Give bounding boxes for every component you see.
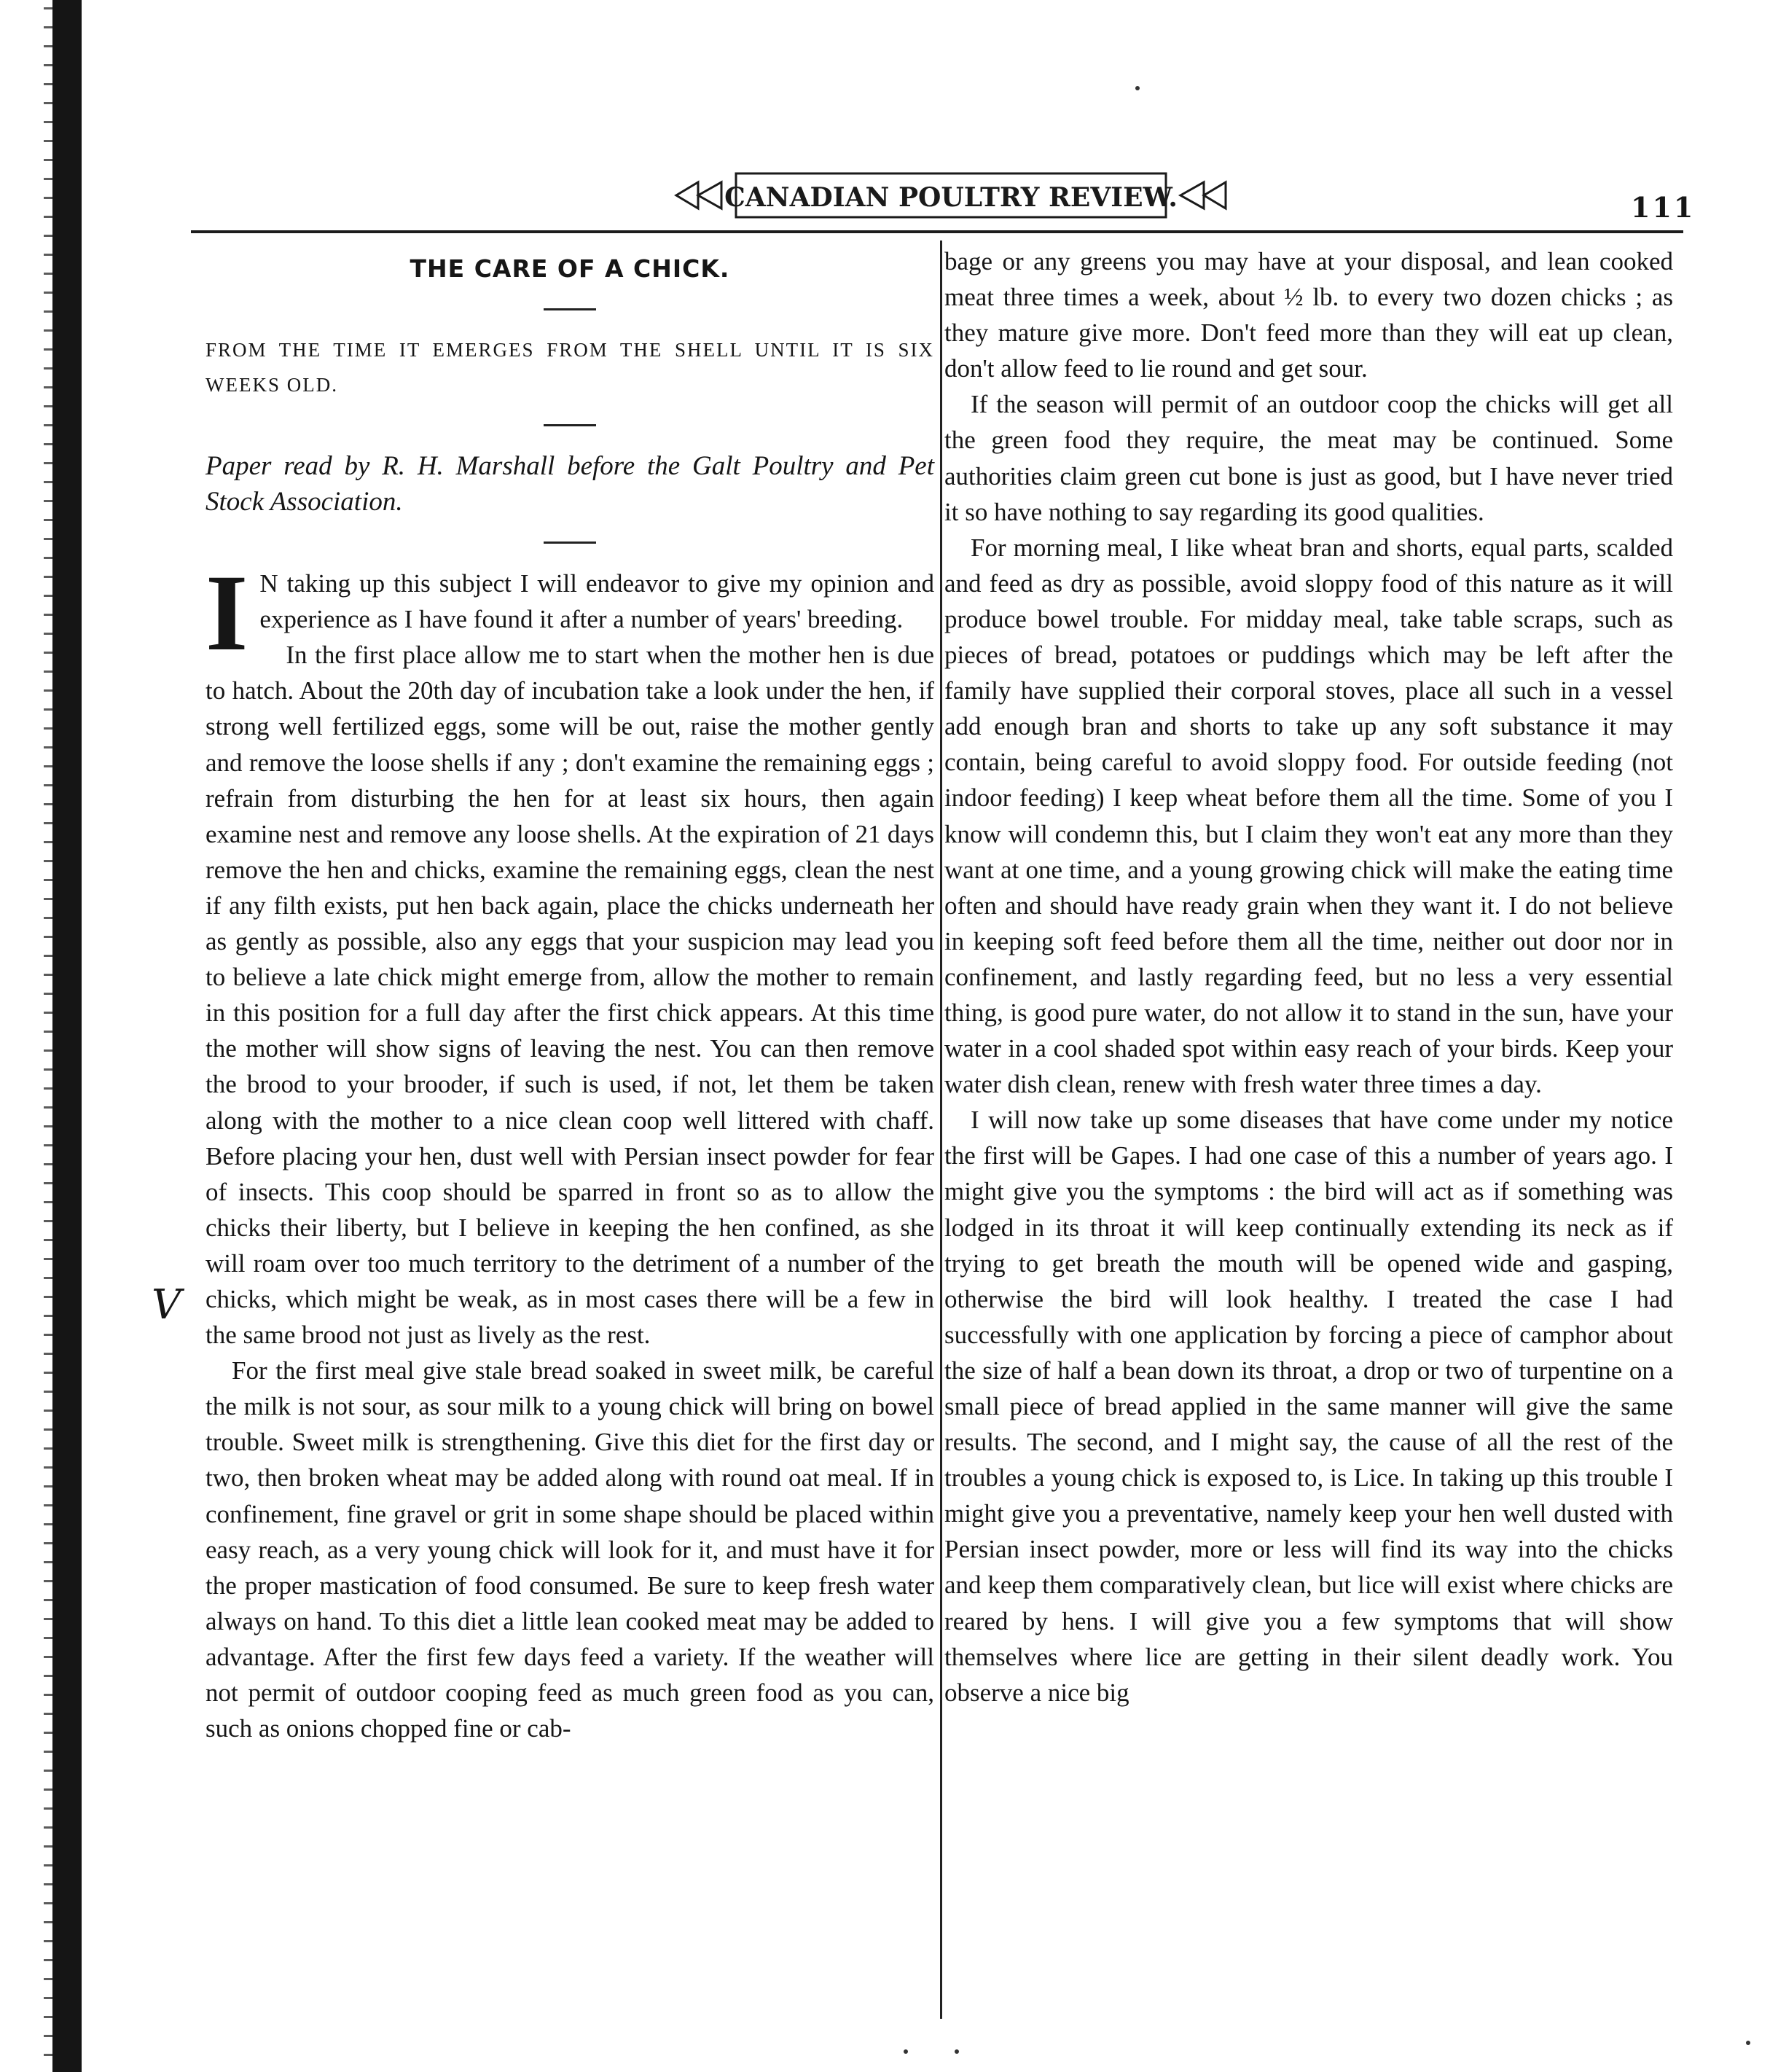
paragraph: For morning meal, I like wheat bran and shorts, equal parts, scalded and feed as dry as possible, avoid sloppy food of this nature as it will produce bowel trouble. For midday meal, take table scraps, such as pieces of bread, potatoes or puddings which may be left after the family have supplied their corporal stoves, place all such in a vessel add enough bran and shorts to take up any soft substance it may contain, being careful to avoid sloppy food. For outside feeding (not indoor feeding) I keep wheat before them all the time. Some of you I know will condemn this, but I claim they won't eat any more than they want at one time, and a young growing chick will make the eating time often and should have ready grain when they want it. I do not believe in keeping soft feed before them all the time, neither out door nor in confinement, and lastly regarding feed, but no less a very essential thing, is good pure water, do not allow it to stand in the sun, have your water in a cool shaded spot within easy reach of your birds. Keep your water dish clean, renew with fresh water three times a day. xyxy=(944,533,1673,1099)
masthead-title: CANADIAN POULTRY REVIEW. xyxy=(724,182,1178,213)
scan-edge-noise xyxy=(44,7,52,2063)
drop-cap: I xyxy=(205,552,248,674)
paragraph: In the first place allow me to start when the mother hen is due to hatch. About the 20th day of incubation take a look under the hen, if strong well fertilized eggs, some will be out, raise the mother gently and remove the loose shells if any ; don't examine the remaining eggs ; refrain from disturbing the hen for at least six hours, then again examine nest and remove any loose shells. At the expiration of 21 days remove the hen and chicks, examine the remaining eggs, clean the nest if any filth exists, put hen back again, place the chicks underneath her as gently as possible, also any eggs that your suspicion may lead you to believe a late chick might emerge from, allow the mother to remain in this position for a full day after the first chick appears. At this time the mother will show signs of leaving the nest. You can then remove the brood to your brooder, if such is used, if not, let them be taken along with the mother to a nice clean coop well littered with chaff. Before placing your hen, dust well with Persian insect powder for fear of insects. This coop should be sparred in front so as to allow the chicks their liberty, but I believe in keeping the hen confined, as she will roam over too much territory to the detriment of a number of the chicks, which might be weak, as in most cases there will be a few in the same brood not just as lively as the rest. xyxy=(205,641,934,1350)
article-title: THE CARE OF A CHICK. xyxy=(410,254,730,283)
column-divider xyxy=(940,241,942,2019)
title-rule xyxy=(544,308,596,310)
scan-speck xyxy=(1746,2041,1750,2045)
page-number: 111 xyxy=(1631,191,1696,224)
paragraph: For the first meal give stale bread soaked in sweet milk, be careful the milk is not sour, as sour milk to a young chick will bring on bowel trouble. Sweet milk is strengthening. Give this diet for the first day or two, then broken wheat may be added along with round oat meal. If in confinement, fine gravel or grit in some shape should be placed within easy reach, as a very young chick will look for it, and must have it for the proper mastication of food consumed. Be sure to keep fresh water always on hand. To this diet a little lean cooked meat may be added to advantage. After the first few days feed a variety. If the weather will not permit of outdoor cooping feed as much green food as you can, such as onions chopped fine or cab- xyxy=(205,1356,934,1743)
article-subtitle: FROM THE TIME IT EMERGES FROM THE SHELL UNTIL IT IS SIX WEEKS OLD. xyxy=(205,339,934,396)
scan-speck xyxy=(955,2049,959,2054)
paragraph: If the season will permit of an outdoor coop the chicks will get all the green food they require, the meat may be continued. Some authorities claim green cut bone is just as good, but I have never tried it so have nothing to say regarding its good qualities. xyxy=(944,390,1673,526)
left-column xyxy=(205,243,934,1746)
paragraph-text: N taking up this subject I will endeavor to give my opinion and experience as I have found it after a number of years' breeding. xyxy=(259,569,934,634)
byline-rule xyxy=(544,542,596,544)
scan-speck xyxy=(904,2049,908,2054)
right-column xyxy=(944,243,1673,1711)
paragraph xyxy=(205,552,934,674)
scan-binding-edge xyxy=(52,0,82,2072)
paragraph: bage or any greens you may have at your disposal, and lean cooked meat three times a week, about ½ lb. to every two dozen chicks ; as they mature give more. Don't feed more than they will eat up clean, don't allow feed to lie round and get sour. xyxy=(944,247,1673,383)
subtitle-rule xyxy=(544,424,596,426)
masthead-logo xyxy=(670,166,1231,224)
article-byline: Paper read by R. H. Marshall before the Galt Poultry and Pet Stock Association. xyxy=(205,451,934,517)
paragraph: I will now take up some diseases that have come under my notice the first will be Gapes. I had one case of this a number of years ago. I might give you the symptoms : the bird will act as if something was lodged in its throat it will keep continually extending its neck as if trying to get breath the mouth will be opened wide and gasping, otherwise the bird will look healthy. I treated the case I had successfully with one application by forcing a piece of camphor about the size of half a bean down its throat, a drop or two of turpentine on a small piece of bread applied in the same manner will give the same results. The second, and I might say, the cause of all the rest of the troubles a young chick is exposed to, is Lice. In taking up this trouble I might give you a preventative, namely keep your hen well dusted with Persian insect powder, more or less will find its way into the chicks and keep them comparatively clean, but lice will exist where chicks are reared by hens. I will give you a few symptoms that will show themselves where lice are getting in their silent deadly work. You observe a nice big xyxy=(944,1106,1673,1707)
handwritten-margin-mark: V xyxy=(152,1281,181,1329)
scan-speck xyxy=(1135,86,1140,90)
header-rule xyxy=(191,230,1683,233)
